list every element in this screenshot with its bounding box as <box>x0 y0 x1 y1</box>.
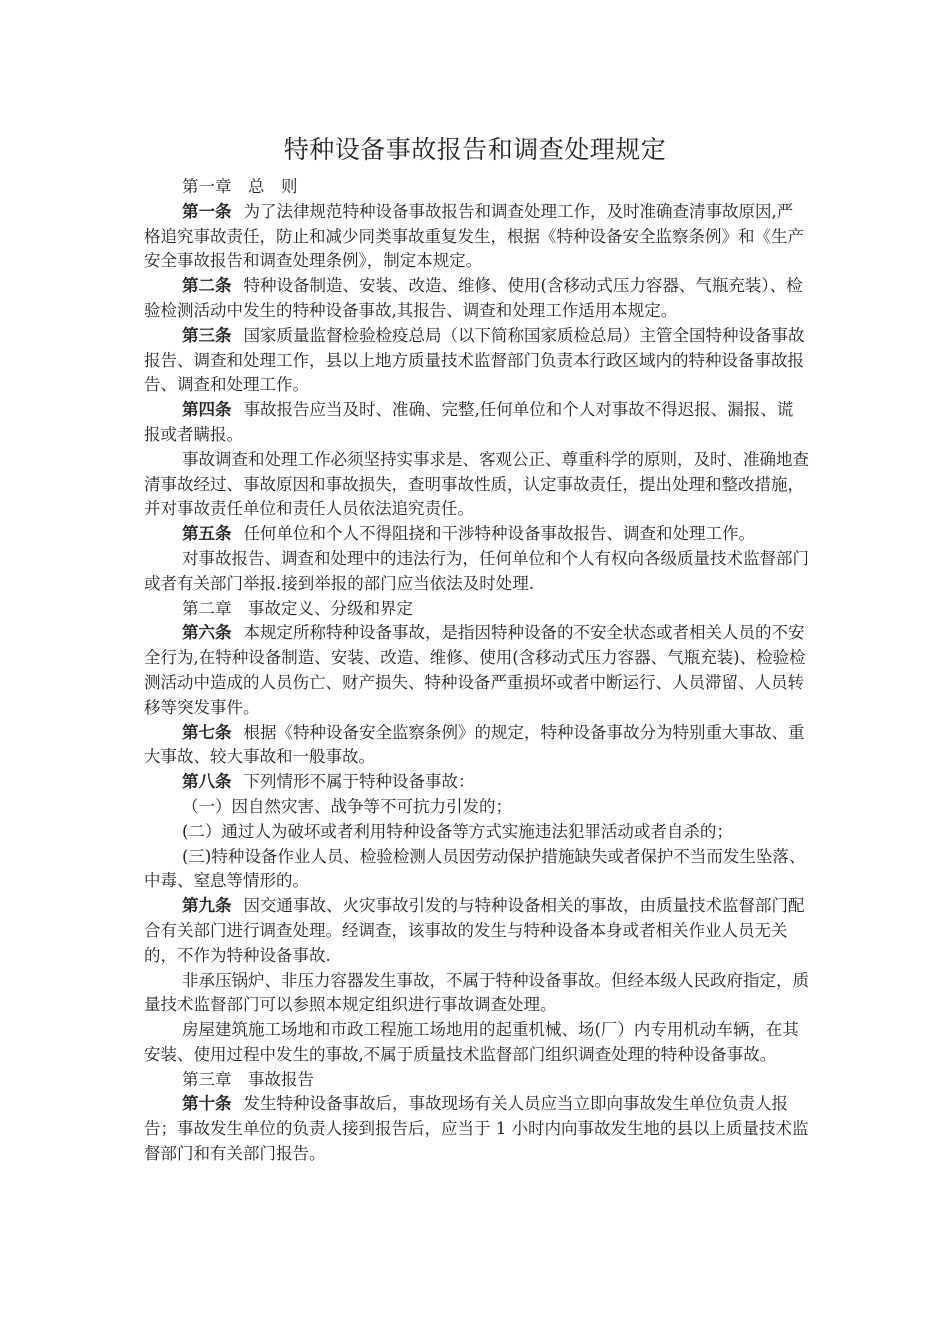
article-paragraph <box>144 721 809 771</box>
paragraph <box>144 969 809 1019</box>
paragraph <box>144 175 809 200</box>
paragraph <box>144 845 809 895</box>
paragraph-text: 第三章 事故报告 <box>182 1069 314 1089</box>
document-title: 特种设备事故报告和调查处理规定 <box>283 135 667 164</box>
paragraph-text: 本规定所称特种设备事故，是指因特种设备的不安全状态或者相关人员的不安全行为,在特种设备制造、安装、改造、维修、使用(含移动式压力容器、气瓶充装)、检验检测活动中造成的人员伤亡、财产损失、特种设备严重损坏或者中断运行、人员滞留、人员转移等突发事件。 <box>144 623 806 717</box>
paragraph-text: 对事故报告、调查和处理中的违法行为，任何单位和个人有权向各级质量技术监督部门或者有关部门举报.接到举报的部门应当依法及时处理. <box>144 548 809 593</box>
article-label: 第十条 <box>182 1094 232 1114</box>
article-label: 第八条 <box>182 772 232 792</box>
paragraph-text: 第二章 事故定义、分级和界定 <box>182 598 413 618</box>
article-paragraph <box>144 894 809 968</box>
paragraph <box>144 547 809 597</box>
paragraph-text: 房屋建筑施工场地和市政工程施工场地用的起重机械、场(厂）内专用机动车辆，在其安装、使用过程中发生的事故,不属于质量技术监督部门组织调查处理的特种设备事故。 <box>144 1020 799 1064</box>
article-paragraph <box>144 200 809 274</box>
paragraph-text: (二）通过人为破坏或者利用特种设备等方式实施违法犯罪活动或者自杀的； <box>182 821 733 841</box>
paragraph-text: 第一章 总 则 <box>182 177 298 196</box>
article-paragraph <box>144 621 809 720</box>
article-label: 第七条 <box>182 722 232 742</box>
article-paragraph <box>144 274 809 324</box>
article-paragraph <box>144 522 809 547</box>
article-label: 第一条 <box>182 201 232 221</box>
paragraph-text: 为了法律规范特种设备事故报告和调查处理工作，及时准确查清事故原因,严格追究事故责任，防止和减少同类事故重复发生，根据《特种设备安全监察条例》和《生产安全事故报告和调查处理条例》，制定本规定。 <box>144 201 804 271</box>
paragraph-text: 国家质量监督检验检疫总局（以下简称国家质检总局）主管全国特种设备事故报告、调查和处理工作，县以上地方质量技术监督部门负责本行政区域内的特种设备事故报告、调查和处理工作。 <box>144 325 805 395</box>
paragraph-text: 事故报告应当及时、准确、完整,任何单位和个人对事故不得迟报、漏报、谎报或者瞒报。 <box>144 400 794 444</box>
paragraph-text: 下列情形不属于特种设备事故： <box>243 772 475 792</box>
paragraph <box>144 820 809 845</box>
article-label: 第九条 <box>182 896 232 916</box>
paragraph-text: 根据《特种设备安全监察条例》的规定，特种设备事故分为特别重大事故、重大事故、较大事故和一般事故。 <box>144 722 805 767</box>
paragraph-text: (三)特种设备作业人员、检验检测人员因劳动保护措施缺失或者保护不当而发生坠落、中毒、窒息等情形的。 <box>144 846 806 891</box>
article-label: 第三条 <box>182 325 232 345</box>
paragraph <box>144 1068 809 1093</box>
article-label: 第六条 <box>182 623 232 643</box>
paragraph-text: （一）因自然灾害、战争等不可抗力引发的； <box>182 796 512 816</box>
article-label: 第四条 <box>182 400 232 420</box>
paragraph-text: 非承压锅炉、非压力容器发生事故，不属于特种设备事故。但经本级人民政府指定，质量技术监督部门可以参照本规定组织进行事故调查处理。 <box>144 970 809 1015</box>
paragraph <box>144 597 809 622</box>
paragraph-text: 特种设备制造、安装、改造、维修、使用(含移动式压力容器、气瓶充装）、检验检测活动中发生的特种设备事故,其报告、调查和处理工作适用本规定。 <box>144 276 803 320</box>
article-paragraph <box>144 770 809 795</box>
article-paragraph <box>144 398 809 448</box>
article-label: 第二条 <box>182 276 232 296</box>
paragraph <box>144 795 809 820</box>
paragraph-text: 任何单位和个人不得阻挠和干涉特种设备事故报告、调查和处理工作。 <box>243 524 755 544</box>
paragraph-text: 因交通事故、火灾事故引发的与特种设备相关的事故，由质量技术监督部门配合有关部门进行调查处理。经调查，该事故的发生与特种设备本身或者相关作业人员无关的，不作为特种设备事故. <box>144 896 805 965</box>
paragraph <box>144 1018 809 1068</box>
paragraph <box>144 448 809 522</box>
article-paragraph <box>144 1092 809 1166</box>
article-paragraph <box>144 324 809 398</box>
document-body <box>144 175 809 1167</box>
paragraph-text: 发生特种设备事故后，事故现场有关人员应当立即向事故发生单位负责人报告；事故发生单位的负责人接到报告后，应当于 1 小时内向事故发生地的县以上质量技术监督部门和有关部门报告。 <box>144 1094 809 1164</box>
paragraph-text: 事故调查和处理工作必须坚持实事求是、客观公正、尊重科学的原则，及时、准确地查清事故经过、事故原因和事故损失，查明事故性质，认定事故责任，提出处理和整改措施，并对事故责任单位和责任人员依法追究责任。 <box>144 449 809 519</box>
article-label: 第五条 <box>182 524 232 544</box>
